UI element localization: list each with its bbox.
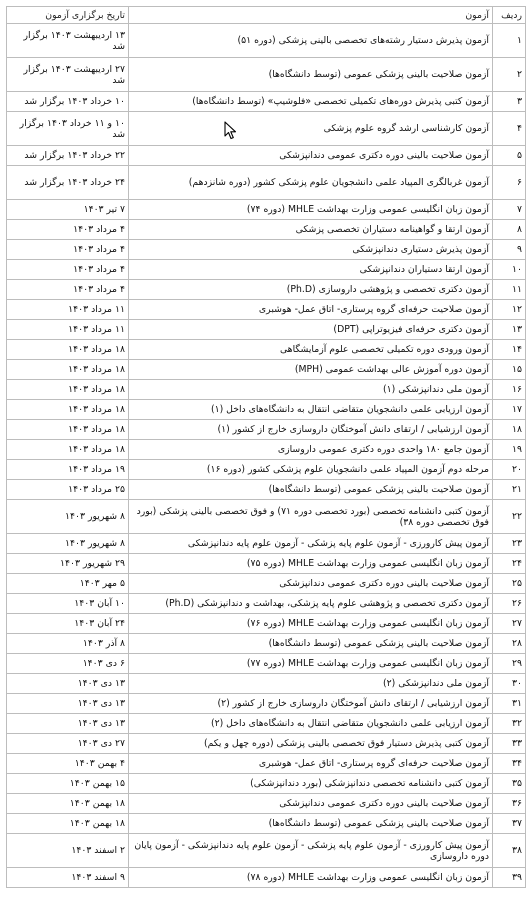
row-index: ۱۸ xyxy=(493,420,526,440)
row-index: ۲۲ xyxy=(493,500,526,534)
exam-name: آزمون غربالگری المپیاد علمی دانشجویان علوم پزشکی کشور (دوره شانزدهم) xyxy=(129,166,493,200)
row-index: ۲۶ xyxy=(493,594,526,614)
table-row xyxy=(7,220,526,240)
exam-date: ۱۰ و ۱۱ خرداد ۱۴۰۳ برگزار شد xyxy=(7,112,129,146)
exam-name: آزمون صلاحیت بالینی دوره دکتری عمومی دندانپزشکی xyxy=(129,574,493,594)
table-row xyxy=(7,166,526,200)
exam-name: آزمون ارزشیابی / ارتقای دانش آموختگان داروسازی خارج از کشور (۱) xyxy=(129,420,493,440)
row-index: ۱۵ xyxy=(493,360,526,380)
exam-date: ۱۸ مرداد ۱۴۰۳ xyxy=(7,420,129,440)
table-row xyxy=(7,380,526,400)
table-row xyxy=(7,92,526,112)
table-header-row xyxy=(7,7,526,24)
table-row xyxy=(7,500,526,534)
row-index: ۹ xyxy=(493,240,526,260)
exam-date: ۱۰ آبان ۱۴۰۳ xyxy=(7,594,129,614)
row-index: ۲۳ xyxy=(493,534,526,554)
exam-date: ۴ مرداد ۱۴۰۳ xyxy=(7,260,129,280)
exam-name: آزمون صلاحیت بالینی پزشکی عمومی (توسط دانشگاه‌ها) xyxy=(129,814,493,834)
table-row xyxy=(7,280,526,300)
row-index: ۲۱ xyxy=(493,480,526,500)
row-index: ۵ xyxy=(493,146,526,166)
table-row xyxy=(7,634,526,654)
row-index: ۲۴ xyxy=(493,554,526,574)
table-row xyxy=(7,594,526,614)
exam-date: ۱۳ اردیبهشت ۱۴۰۳ برگزار شد xyxy=(7,24,129,58)
exam-date: ۱۸ مرداد ۱۴۰۳ xyxy=(7,400,129,420)
table-row xyxy=(7,774,526,794)
exam-date: ۱۸ مرداد ۱۴۰۳ xyxy=(7,440,129,460)
exam-date: ۷ تیر ۱۴۰۳ xyxy=(7,200,129,220)
exam-name: آزمون ملی دندانپزشکی (۲) xyxy=(129,674,493,694)
table-row xyxy=(7,340,526,360)
table-row xyxy=(7,868,526,888)
table-row xyxy=(7,674,526,694)
exam-date: ۱۸ بهمن ۱۴۰۳ xyxy=(7,794,129,814)
row-index: ۱۶ xyxy=(493,380,526,400)
exam-date: ۸ شهریور ۱۴۰۳ xyxy=(7,534,129,554)
exam-name: آزمون پذیرش دستیار رشته‌های تخصصی بالینی پزشکی (دوره ۵۱) xyxy=(129,24,493,58)
row-index: ۳۱ xyxy=(493,694,526,714)
row-index: ۶ xyxy=(493,166,526,200)
exam-name: آزمون صلاحیت بالینی دوره دکتری عمومی دندانپزشکی xyxy=(129,146,493,166)
exam-name: آزمون زبان انگلیسی عمومی وزارت بهداشت MHLE (دوره ۷۵) xyxy=(129,554,493,574)
header-index: ردیف xyxy=(493,7,526,24)
row-index: ۳۶ xyxy=(493,794,526,814)
exam-date: ۲۷ دی ۱۴۰۳ xyxy=(7,734,129,754)
exam-date: ۹ اسفند ۱۴۰۳ xyxy=(7,868,129,888)
row-index: ۸ xyxy=(493,220,526,240)
table-row xyxy=(7,440,526,460)
row-index: ۱۰ xyxy=(493,260,526,280)
exam-name: آزمون کتبی دانشنامه تخصصی دندانپزشکی (بورد دندانپزشکی) xyxy=(129,774,493,794)
exam-date: ۲۷ اردیبهشت ۱۴۰۳ برگزار شد xyxy=(7,58,129,92)
exam-name: آزمون زبان انگلیسی عمومی وزارت بهداشت MHLE (دوره ۷۴) xyxy=(129,200,493,220)
exam-date: ۵ مهر ۱۴۰۳ xyxy=(7,574,129,594)
exam-name: آزمون دکتری حرفه‌ای فیزیوتراپی (DPT) xyxy=(129,320,493,340)
exam-name: آزمون ارتقا و گواهینامه دستیاران تخصصی پزشکی xyxy=(129,220,493,240)
exam-date: ۲۴ خرداد ۱۴۰۳ برگزار شد xyxy=(7,166,129,200)
exam-date: ۱۸ مرداد ۱۴۰۳ xyxy=(7,340,129,360)
exam-name: آزمون دکتری تخصصی و پژوهشی علوم پایه پزشکی، بهداشت و دندانپزشکی (Ph.D) xyxy=(129,594,493,614)
table-row xyxy=(7,534,526,554)
exam-date: ۲۲ خرداد ۱۴۰۳ برگزار شد xyxy=(7,146,129,166)
row-index: ۳ xyxy=(493,92,526,112)
table-body xyxy=(7,24,526,888)
row-index: ۳۳ xyxy=(493,734,526,754)
table-row xyxy=(7,240,526,260)
table-row xyxy=(7,714,526,734)
table-row xyxy=(7,400,526,420)
row-index: ۳۷ xyxy=(493,814,526,834)
row-index: ۳۰ xyxy=(493,674,526,694)
row-index: ۱۲ xyxy=(493,300,526,320)
exam-name: آزمون ملی دندانپزشکی (۱) xyxy=(129,380,493,400)
table-row xyxy=(7,24,526,58)
table-row xyxy=(7,654,526,674)
exam-date: ۱۹ مرداد ۱۴۰۳ xyxy=(7,460,129,480)
row-index: ۱۴ xyxy=(493,340,526,360)
exam-name: مرحله دوم آزمون المپیاد علمی دانشجویان علوم پزشکی کشور (دوره ۱۶) xyxy=(129,460,493,480)
header-exam: آزمون xyxy=(129,7,493,24)
exam-name: آزمون صلاحیت بالینی پزشکی عمومی (توسط دانشگاه‌ها) xyxy=(129,58,493,92)
exam-date: ۱۱ مرداد ۱۴۰۳ xyxy=(7,300,129,320)
table-row xyxy=(7,480,526,500)
exam-date: ۴ بهمن ۱۴۰۳ xyxy=(7,754,129,774)
row-index: ۱۳ xyxy=(493,320,526,340)
row-index: ۲۹ xyxy=(493,654,526,674)
mouse-pointer-icon xyxy=(224,121,238,141)
table-row xyxy=(7,300,526,320)
exam-date: ۴ مرداد ۱۴۰۳ xyxy=(7,280,129,300)
table-row xyxy=(7,320,526,340)
row-index: ۱۷ xyxy=(493,400,526,420)
exam-name: آزمون ورودی دوره تکمیلی تخصصی علوم آزمایشگاهی xyxy=(129,340,493,360)
table-row xyxy=(7,794,526,814)
table-row xyxy=(7,260,526,280)
table-row xyxy=(7,554,526,574)
table-row xyxy=(7,834,526,868)
exam-name: آزمون پیش کارورزی - آزمون علوم پایه پزشکی - آزمون علوم پایه دندانپزشکی - آزمون پایان دوره داروسازی xyxy=(129,834,493,868)
exam-name: آزمون جامع ۱۸۰ واحدی دوره دکتری عمومی داروسازی xyxy=(129,440,493,460)
row-index: ۱ xyxy=(493,24,526,58)
exam-name: آزمون ارزشیابی / ارتقای دانش آموختگان داروسازی خارج از کشور (۲) xyxy=(129,694,493,714)
exam-date: ۲۹ شهریور ۱۴۰۳ xyxy=(7,554,129,574)
exam-date: ۶ دی ۱۴۰۳ xyxy=(7,654,129,674)
exam-name: آزمون صلاحیت بالینی دوره دکتری عمومی دندانپزشکی xyxy=(129,794,493,814)
row-index: ۳۴ xyxy=(493,754,526,774)
row-index: ۷ xyxy=(493,200,526,220)
table-row xyxy=(7,460,526,480)
exam-name: آزمون کتبی دانشنامه تخصصی (بورد تخصصی دوره ۷۱) و فوق تخصصی بالینی پزشکی (بورد فوق تخصصی دوره ۳۸) xyxy=(129,500,493,534)
exam-date: ۴ مرداد ۱۴۰۳ xyxy=(7,240,129,260)
row-index: ۳۲ xyxy=(493,714,526,734)
exam-name: آزمون صلاحیت حرفه‌ای گروه پرستاری- اتاق عمل- هوشبری xyxy=(129,300,493,320)
table-row xyxy=(7,360,526,380)
exam-date: ۱۳ دی ۱۴۰۳ xyxy=(7,674,129,694)
exam-name: آزمون زبان انگلیسی عمومی وزارت بهداشت MHLE (دوره ۷۶) xyxy=(129,614,493,634)
table-row xyxy=(7,146,526,166)
row-index: ۲ xyxy=(493,58,526,92)
exam-schedule-table xyxy=(6,6,526,888)
table-row xyxy=(7,694,526,714)
exam-date: ۱۱ مرداد ۱۴۰۳ xyxy=(7,320,129,340)
exam-date: ۸ آذر ۱۴۰۳ xyxy=(7,634,129,654)
table-row xyxy=(7,420,526,440)
table-row xyxy=(7,200,526,220)
exam-date: ۲۴ آبان ۱۴۰۳ xyxy=(7,614,129,634)
row-index: ۱۱ xyxy=(493,280,526,300)
row-index: ۴ xyxy=(493,112,526,146)
header-date: تاریخ برگزاری آزمون xyxy=(7,7,129,24)
exam-name: آزمون پذیرش دستیاری دندانپزشکی xyxy=(129,240,493,260)
exam-date: ۱۰ خرداد ۱۴۰۳ برگزار شد xyxy=(7,92,129,112)
exam-date: ۱۳ دی ۱۴۰۳ xyxy=(7,694,129,714)
exam-name: آزمون کارشناسی ارشد گروه علوم پزشکی xyxy=(129,112,493,146)
exam-date: ۸ شهریور ۱۴۰۳ xyxy=(7,500,129,534)
row-index: ۲۵ xyxy=(493,574,526,594)
exam-name: آزمون ارتقا دستیاران دندانپزشکی xyxy=(129,260,493,280)
exam-name: آزمون دکتری تخصصی و پژوهشی داروسازی (Ph.D) xyxy=(129,280,493,300)
table-row xyxy=(7,754,526,774)
table-row xyxy=(7,814,526,834)
row-index: ۳۹ xyxy=(493,868,526,888)
exam-name: آزمون صلاحیت حرفه‌ای گروه پرستاری- اتاق عمل- هوشبری xyxy=(129,754,493,774)
exam-name: آزمون ارزیابی علمی دانشجویان متقاضی انتقال به دانشگاه‌های داخل (۱) xyxy=(129,400,493,420)
row-index: ۲۸ xyxy=(493,634,526,654)
exam-date: ۱۸ مرداد ۱۴۰۳ xyxy=(7,380,129,400)
exam-date: ۱۳ دی ۱۴۰۳ xyxy=(7,714,129,734)
exam-date: ۲ اسفند ۱۴۰۳ xyxy=(7,834,129,868)
exam-name: آزمون صلاحیت بالینی پزشکی عمومی (توسط دانشگاه‌ها) xyxy=(129,480,493,500)
table-row xyxy=(7,734,526,754)
exam-date: ۴ مرداد ۱۴۰۳ xyxy=(7,220,129,240)
row-index: ۲۷ xyxy=(493,614,526,634)
exam-name: آزمون دوره آموزش عالی بهداشت عمومی (MPH) xyxy=(129,360,493,380)
row-index: ۱۹ xyxy=(493,440,526,460)
exam-date: ۱۸ مرداد ۱۴۰۳ xyxy=(7,360,129,380)
exam-name: آزمون پیش کارورزی - آزمون علوم پایه پزشکی - آزمون علوم پایه دندانپزشکی xyxy=(129,534,493,554)
exam-date: ۱۵ بهمن ۱۴۰۳ xyxy=(7,774,129,794)
table-row xyxy=(7,574,526,594)
table-row xyxy=(7,58,526,92)
table-row xyxy=(7,112,526,146)
row-index: ۲۰ xyxy=(493,460,526,480)
exam-name: آزمون کتبی پذیرش دستیار فوق تخصصی بالینی پزشکی (دوره چهل و یکم) xyxy=(129,734,493,754)
exam-date: ۱۸ بهمن ۱۴۰۳ xyxy=(7,814,129,834)
exam-name: آزمون زبان انگلیسی عمومی وزارت بهداشت MHLE (دوره ۷۸) xyxy=(129,868,493,888)
table-row xyxy=(7,614,526,634)
exam-date: ۲۵ مرداد ۱۴۰۳ xyxy=(7,480,129,500)
exam-name: آزمون زبان انگلیسی عمومی وزارت بهداشت MHLE (دوره ۷۷) xyxy=(129,654,493,674)
row-index: ۳۸ xyxy=(493,834,526,868)
row-index: ۳۵ xyxy=(493,774,526,794)
exam-name: آزمون کتبی پذیرش دوره‌های تکمیلی تخصصی «فلوشیپ» (توسط دانشگاه‌ها) xyxy=(129,92,493,112)
exam-name: آزمون صلاحیت بالینی پزشکی عمومی (توسط دانشگاه‌ها) xyxy=(129,634,493,654)
exam-name: آزمون ارزیابی علمی دانشجویان متقاضی انتقال به دانشگاه‌های داخل (۲) xyxy=(129,714,493,734)
